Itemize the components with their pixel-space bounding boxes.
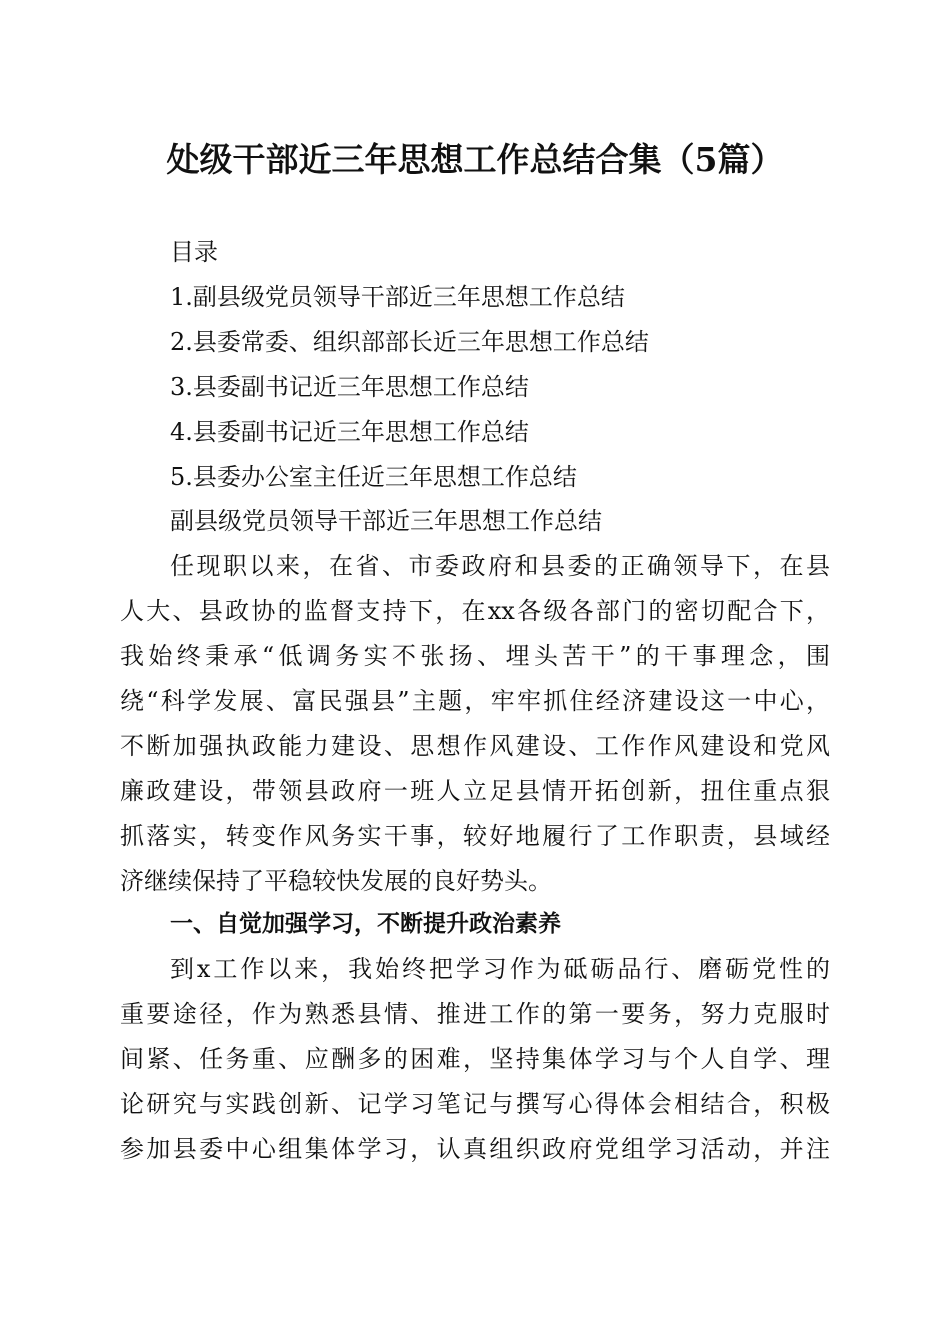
paragraph2-line: 论研究与实践创新、记学习笔记与撰写心得体会相结合，积极 bbox=[120, 1090, 830, 1118]
paragraph1-line: 人大、县政协的监督支持下，在xx各级各部门的密切配合下， bbox=[120, 597, 830, 625]
toc-item-2: 2.县委常委、组织部部长近三年思想工作总结 bbox=[170, 328, 649, 356]
paragraph1-line: 济继续保持了平稳较快发展的良好势头。 bbox=[120, 867, 552, 895]
document-title: 处级干部近三年思想工作总结合集（5篇） bbox=[166, 140, 784, 179]
paragraph2-line: 间紧、任务重、应酬多的困难，坚持集体学习与个人自学、理 bbox=[120, 1045, 830, 1073]
paragraph1-line: 不断加强执政能力建设、思想作风建设、工作作风建设和党风 bbox=[120, 732, 830, 760]
toc-heading: 目录 bbox=[170, 238, 218, 266]
article-title: 副县级党员领导干部近三年思想工作总结 bbox=[170, 507, 602, 535]
paragraph1-line: 任现职以来，在省、市委政府和县委的正确领导下，在县 bbox=[170, 552, 830, 580]
toc-item-1: 1.副县级党员领导干部近三年思想工作总结 bbox=[170, 283, 625, 311]
paragraph1-line: 绕“科学发展、富民强县”主题，牢牢抓住经济建设这一中心， bbox=[120, 687, 830, 715]
section-heading: 一、自觉加强学习，不断提升政治素养 bbox=[170, 911, 561, 937]
paragraph1-line: 廉政建设，带领县政府一班人立足县情开拓创新，扭住重点狠 bbox=[120, 777, 830, 805]
toc-item-4: 4.县委副书记近三年思想工作总结 bbox=[170, 418, 529, 446]
toc-item-5: 5.县委办公室主任近三年思想工作总结 bbox=[170, 463, 577, 491]
paragraph2-line: 参加县委中心组集体学习，认真组织政府党组学习活动，并注 bbox=[120, 1135, 830, 1163]
paragraph2-line: 重要途径，作为熟悉县情、推进工作的第一要务，努力克服时 bbox=[120, 1000, 830, 1028]
paragraph2-line: 到x工作以来，我始终把学习作为砥砺品行、磨砺党性的 bbox=[170, 955, 830, 983]
paragraph1-line: 抓落实，转变作风务实干事，较好地履行了工作职责，县域经 bbox=[120, 822, 830, 850]
paragraph1-line: 我始终秉承“低调务实不张扬、埋头苦干”的干事理念，围 bbox=[120, 642, 830, 670]
toc-item-3: 3.县委副书记近三年思想工作总结 bbox=[170, 373, 529, 401]
